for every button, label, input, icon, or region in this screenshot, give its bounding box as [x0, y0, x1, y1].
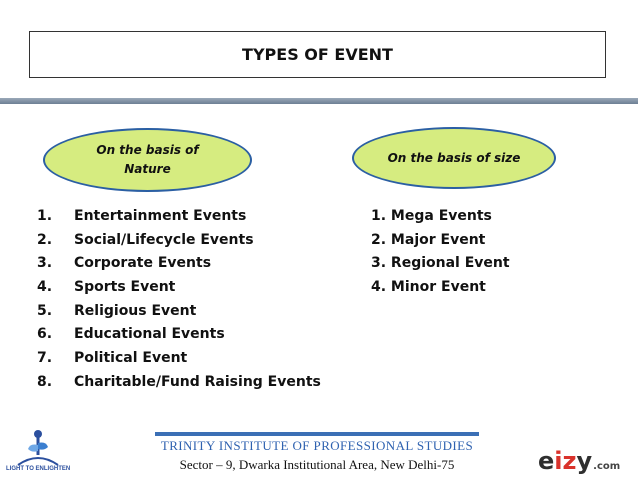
brand-logo-name: eizy — [538, 447, 593, 475]
list-item: 7. Political Event — [37, 350, 188, 367]
footer-divider — [155, 432, 479, 436]
title-box — [29, 31, 606, 78]
size-list — [371, 205, 510, 300]
slide-title: TYPES OF EVENT — [242, 45, 393, 64]
list-item: 8. Charitable/Fund Raising Events — [37, 373, 321, 390]
list-item: 5. Religious Event — [37, 302, 197, 319]
institute-address: Sector – 9, Dwarka Institutional Area, New Delhi-75 — [179, 457, 455, 472]
list-item: 6. Educational Events — [37, 326, 225, 343]
list-item: 4. Sports Event — [37, 279, 176, 296]
list-item: 4. Minor Event — [371, 279, 486, 296]
nature-heading-ellipse — [43, 128, 252, 192]
institute-logo-caption: LIGHT TO ENLIGHTEN — [6, 466, 71, 472]
nature-list — [37, 205, 321, 395]
header-divider — [0, 98, 638, 104]
brand-logo-tld: .com — [593, 461, 621, 472]
size-heading-ellipse — [352, 127, 556, 189]
list-item: 3. Regional Event — [371, 255, 510, 272]
institute-name: TRINITY INSTITUTE OF PROFESSIONAL STUDIES — [160, 438, 474, 453]
list-item: 1. Entertainment Events — [37, 208, 247, 224]
size-heading: On the basis of size — [387, 150, 521, 165]
nature-heading: On the basis of Nature — [96, 143, 199, 176]
list-item: 2. Social/Lifecycle Events — [37, 231, 254, 248]
brand-logo — [538, 444, 620, 474]
list-item: 2. Major Event — [371, 231, 486, 248]
list-item: 1. Mega Events — [371, 208, 492, 224]
list-item: 3. Corporate Events — [37, 255, 212, 272]
